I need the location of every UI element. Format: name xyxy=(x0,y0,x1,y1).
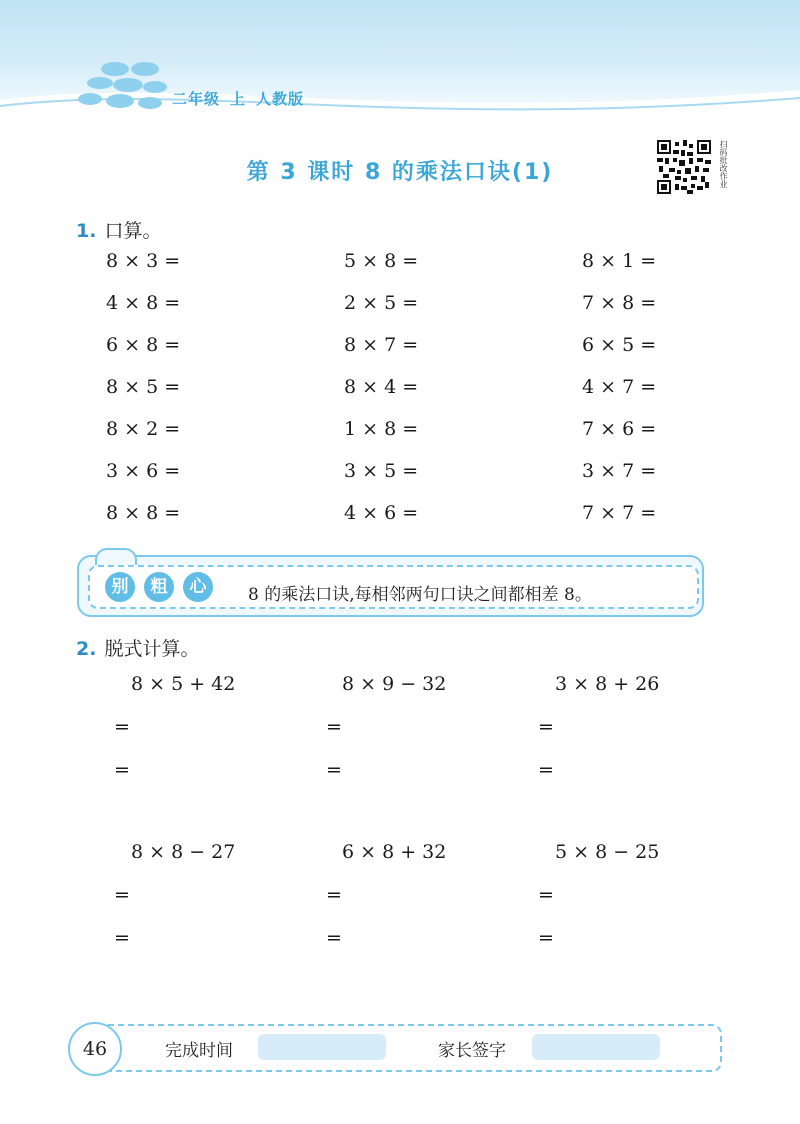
oral-calc-item: 4 × 7 = xyxy=(582,376,657,398)
oral-calc-item: 8 × 3 = xyxy=(106,250,181,272)
oral-calc-item: 5 × 8 = xyxy=(344,250,419,272)
page-number: 46 xyxy=(68,1022,122,1076)
qr-caption: 扫码批改作业 xyxy=(719,140,728,188)
oral-calc-item: 3 × 7 = xyxy=(582,460,657,482)
oral-calc-item: 8 × 4 = xyxy=(344,376,419,398)
oral-calc-item: 8 × 2 = xyxy=(106,418,181,440)
calc-equals: = xyxy=(326,884,342,906)
oral-calc-item: 8 × 8 = xyxy=(106,502,181,524)
oral-calc-grid xyxy=(0,250,800,544)
calc-equals: = xyxy=(538,884,554,906)
oral-calc-item: 7 × 8 = xyxy=(582,292,657,314)
grade-text: 二年级 xyxy=(172,90,221,108)
calc-equals: = xyxy=(326,759,342,781)
oral-calc-item: 7 × 7 = xyxy=(582,502,657,524)
tip-badge-3: 心 xyxy=(183,572,213,602)
oral-calc-row xyxy=(0,334,800,376)
tip-badge-1: 别 xyxy=(105,572,135,602)
oral-calc-item: 6 × 8 = xyxy=(106,334,181,356)
calc-equals: = xyxy=(114,927,130,949)
section2-title: 脱式计算。 xyxy=(104,638,200,660)
oral-calc-row xyxy=(0,250,800,292)
oral-calc-item: 1 × 8 = xyxy=(344,418,419,440)
completion-time-label: 完成时间 xyxy=(165,1041,233,1061)
calc-equals: = xyxy=(538,759,554,781)
section1-title: 口算。 xyxy=(104,220,162,242)
section2-number: 2. xyxy=(76,638,97,660)
parent-signature-field[interactable] xyxy=(532,1034,660,1060)
calc-equals: = xyxy=(538,716,554,738)
calc-expression: 5 × 8 − 25 xyxy=(555,841,660,863)
calc-equals: = xyxy=(538,927,554,949)
calc-expression: 8 × 8 − 27 xyxy=(131,841,236,863)
oral-calc-item: 8 × 7 = xyxy=(344,334,419,356)
calc-equals: = xyxy=(326,716,342,738)
oral-calc-item: 2 × 5 = xyxy=(344,292,419,314)
oral-calc-item: 4 × 8 = xyxy=(106,292,181,314)
oral-calc-item: 3 × 5 = xyxy=(344,460,419,482)
parent-signature-label: 家长签字 xyxy=(438,1041,506,1061)
tip-tab-decoration xyxy=(95,548,137,566)
completion-time-field[interactable] xyxy=(258,1034,386,1060)
section1-number: 1. xyxy=(76,220,97,242)
oral-calc-row xyxy=(0,418,800,460)
calc-expression: 3 × 8 + 26 xyxy=(555,673,660,695)
oral-calc-row xyxy=(0,502,800,544)
oral-calc-item: 8 × 5 = xyxy=(106,376,181,398)
grade-label xyxy=(172,88,314,109)
lesson-title: 第 3 课时 8 的乘法口诀(1) xyxy=(246,160,554,185)
calc-expression: 8 × 5 + 42 xyxy=(131,673,236,695)
oral-calc-row xyxy=(0,460,800,502)
oral-calc-item: 4 × 6 = xyxy=(344,502,419,524)
calc-expression: 8 × 9 − 32 xyxy=(342,673,447,695)
oral-calc-row xyxy=(0,292,800,334)
tip-text: 8 的乘法口诀,每相邻两句口诀之间都相差 8。 xyxy=(248,585,592,605)
qr-code-icon[interactable] xyxy=(657,140,711,194)
section1-heading xyxy=(76,216,161,243)
calc-equals: = xyxy=(114,716,130,738)
calc-equals: = xyxy=(114,759,130,781)
oral-calc-item: 7 × 6 = xyxy=(582,418,657,440)
calc-expression: 6 × 8 + 32 xyxy=(342,841,447,863)
oral-calc-row xyxy=(0,376,800,418)
cloud-icon xyxy=(70,55,170,115)
edition-text: 人教版 xyxy=(256,90,305,108)
calc-equals: = xyxy=(326,927,342,949)
calc-equals: = xyxy=(114,884,130,906)
tip-badge-2: 粗 xyxy=(144,572,174,602)
section2-heading xyxy=(76,634,199,661)
volume-text: 上 xyxy=(230,90,247,108)
oral-calc-item: 6 × 5 = xyxy=(582,334,657,356)
oral-calc-item: 8 × 1 = xyxy=(582,250,657,272)
oral-calc-item: 3 × 6 = xyxy=(106,460,181,482)
